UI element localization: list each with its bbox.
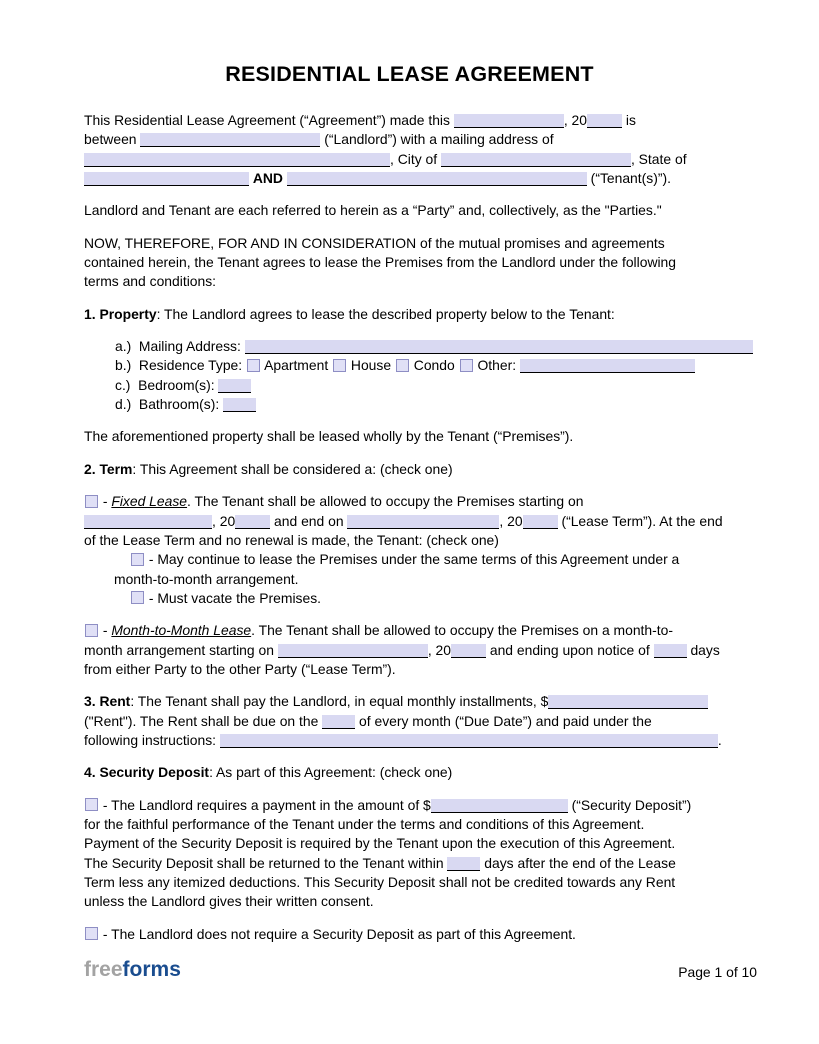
consideration-clause xyxy=(84,234,744,292)
text-run: b.) Residence Type: xyxy=(115,357,247,374)
form-field-blank[interactable] xyxy=(654,644,687,658)
form-field-blank[interactable] xyxy=(523,515,558,529)
form-field-blank[interactable] xyxy=(140,133,320,147)
checkbox[interactable] xyxy=(131,553,144,566)
text-run: , 20 xyxy=(563,112,587,128)
checkbox[interactable] xyxy=(85,927,98,940)
form-field-blank[interactable] xyxy=(287,172,587,186)
text-run: unless the Landlord gives their written consent. xyxy=(84,893,374,910)
parties-clause xyxy=(84,201,744,220)
text-line xyxy=(84,234,744,253)
text-line xyxy=(84,356,744,375)
premises-clause xyxy=(84,427,744,446)
text-run: of the Lease Term and no renewal is made, the Tenant: (check one) xyxy=(84,531,499,548)
text-run: - xyxy=(99,493,112,510)
text-run: Month-to-Month Lease xyxy=(111,622,252,639)
text-line xyxy=(84,834,744,853)
text-run: : This Agreement shall be considered a: (check one) xyxy=(132,460,453,477)
text-run: . xyxy=(717,731,722,748)
checkbox[interactable] xyxy=(333,359,346,372)
text-run: The aforementioned property shall be leased wholly by the Tenant (“Premises”). xyxy=(84,428,574,445)
section-3-rent xyxy=(84,692,744,750)
text-line xyxy=(84,111,744,130)
text-run: 3. Rent xyxy=(84,693,131,710)
text-line xyxy=(84,492,744,511)
text-run: - xyxy=(99,622,112,639)
form-field-blank[interactable] xyxy=(218,379,251,393)
checkbox[interactable] xyxy=(85,798,98,811)
form-field-blank[interactable] xyxy=(84,153,390,167)
text-line xyxy=(84,763,744,782)
form-field-blank[interactable] xyxy=(587,114,622,128)
checkbox[interactable] xyxy=(85,624,98,637)
text-run: contained herein, the Tenant agrees to lease the Premises from the Landlord under the following xyxy=(84,254,677,271)
page-footer xyxy=(84,959,757,980)
text-run: Condo xyxy=(409,357,459,374)
text-line xyxy=(84,854,744,873)
fixed-lease-option xyxy=(84,492,744,608)
text-line xyxy=(84,712,744,731)
form-field-blank[interactable] xyxy=(235,515,270,529)
form-field-blank[interactable] xyxy=(431,799,568,813)
text-run: (“Landlord”) with a mailing address of xyxy=(320,131,554,148)
text-run: AND xyxy=(252,170,283,187)
text-line xyxy=(84,169,744,188)
page-title: RESIDENTIAL LEASE AGREEMENT xyxy=(225,62,594,86)
form-field-blank[interactable] xyxy=(223,398,256,412)
page-number: Page 1 of 10 xyxy=(678,964,757,980)
form-field-blank[interactable] xyxy=(454,114,564,128)
text-run: (“Lease Term”). At the end xyxy=(557,512,723,529)
text-line xyxy=(84,272,744,291)
text-line xyxy=(84,201,744,220)
text-run: - Must vacate the Premises. xyxy=(145,589,322,606)
text-run: Apartment xyxy=(261,357,333,374)
form-field-blank[interactable] xyxy=(347,515,499,529)
text-run: days after the end of the Lease xyxy=(480,854,676,871)
form-field-blank[interactable] xyxy=(84,515,212,529)
text-run: is xyxy=(622,112,636,128)
text-line xyxy=(84,641,744,660)
checkbox[interactable] xyxy=(131,591,144,604)
text-line xyxy=(84,130,744,149)
text-line xyxy=(84,925,744,944)
text-run: : The Landlord agrees to lease the described property below to the Tenant: xyxy=(156,305,615,322)
text-line xyxy=(84,337,744,356)
text-run: for the faithful performance of the Tenant under the terms and conditions of this Agreement. xyxy=(84,815,645,832)
text-run: - May continue to lease the Premises under the same terms of this Agreement under a xyxy=(145,551,680,568)
text-run: 1. Property xyxy=(84,305,157,322)
text-line xyxy=(84,512,744,531)
text-run: month arrangement starting on xyxy=(84,641,278,658)
form-field-blank[interactable] xyxy=(84,172,249,186)
text-run: Landlord and Tenant are each referred to herein as a “Party” and, collectively, as the "Parties." xyxy=(84,202,662,219)
text-run: from either Party to the other Party (“Lease Term”). xyxy=(84,660,396,677)
security-deposit-required-option xyxy=(84,796,744,912)
text-run: This Residential Lease Agreement (“Agreement”) made this xyxy=(84,112,454,128)
text-line xyxy=(84,395,744,414)
text-line xyxy=(84,731,744,750)
document-content xyxy=(84,62,744,957)
text-run: and end on xyxy=(270,512,348,529)
text-run: - The Landlord requires a payment in the amount of $ xyxy=(99,796,431,813)
text-run: Fixed Lease xyxy=(111,493,188,510)
text-line xyxy=(84,570,744,589)
text-line xyxy=(84,427,744,446)
intro-paragraph xyxy=(84,111,744,188)
text-run: month-to-month arrangement. xyxy=(114,570,299,587)
text-line xyxy=(84,376,744,395)
text-run: The Security Deposit shall be returned to the Tenant within xyxy=(84,854,448,871)
form-field-blank[interactable] xyxy=(441,153,631,167)
text-line xyxy=(84,815,744,834)
form-field-blank[interactable] xyxy=(322,715,355,729)
text-run: days xyxy=(686,641,720,658)
text-run: 2. Term xyxy=(84,460,133,477)
form-field-blank[interactable] xyxy=(548,695,708,709)
text-run: . The Tenant shall be allowed to occupy the Premises on a month-to- xyxy=(251,622,673,639)
text-line xyxy=(84,531,744,550)
text-run: (“Tenant(s)”). xyxy=(586,170,671,187)
text-run: , City of xyxy=(390,150,441,167)
text-line xyxy=(84,873,744,892)
text-run: . The Tenant shall be allowed to occupy the Premises starting on xyxy=(187,493,584,510)
month-to-month-option xyxy=(84,621,744,679)
text-line xyxy=(84,305,744,324)
text-run: following instructions: xyxy=(84,731,220,748)
text-run: Other: xyxy=(473,357,520,374)
freeforms-logo xyxy=(84,959,181,980)
text-run: - The Landlord does not require a Security Deposit as part of this Agreement. xyxy=(99,925,576,942)
text-run: Payment of the Security Deposit is required by the Tenant upon the execution of this Agreement. xyxy=(84,835,676,852)
text-run: c.) Bedroom(s): xyxy=(115,376,219,393)
form-field-blank[interactable] xyxy=(245,340,753,354)
text-run: terms and conditions: xyxy=(84,273,217,290)
text-line xyxy=(84,150,744,169)
checkbox[interactable] xyxy=(396,359,409,372)
logo-free-text: free xyxy=(84,958,123,981)
text-run: : The Tenant shall pay the Landlord, in equal monthly installments, $ xyxy=(130,693,549,710)
section-4-security-deposit-heading xyxy=(84,763,744,782)
text-line xyxy=(84,796,744,815)
text-line xyxy=(84,460,744,479)
text-line xyxy=(84,550,744,569)
logo-forms-text: forms xyxy=(122,958,181,981)
document-body xyxy=(84,111,744,944)
text-run: 4. Security Deposit xyxy=(84,764,210,781)
section-2-term-heading xyxy=(84,460,744,479)
text-run: : As part of this Agreement: (check one) xyxy=(209,764,453,781)
text-run: a.) Mailing Address: xyxy=(115,338,245,355)
text-line xyxy=(84,621,744,640)
text-line xyxy=(84,892,744,911)
text-run: , State of xyxy=(630,150,687,167)
form-field-blank[interactable] xyxy=(451,644,486,658)
text-run: ("Rent"). The Rent shall be due on the xyxy=(84,712,323,729)
security-deposit-not-required-option xyxy=(84,925,744,944)
form-field-blank[interactable] xyxy=(447,857,480,871)
text-run: , 20 xyxy=(212,512,236,529)
text-run: , 20 xyxy=(499,512,523,529)
checkbox[interactable] xyxy=(247,359,260,372)
text-line xyxy=(84,660,744,679)
text-line xyxy=(84,692,744,711)
text-run: d.) Bathroom(s): xyxy=(115,396,224,413)
text-run: , 20 xyxy=(427,641,451,658)
form-field-blank[interactable] xyxy=(520,359,695,373)
property-details-list xyxy=(84,337,744,414)
section-1-property-heading xyxy=(84,305,744,324)
form-field-blank[interactable] xyxy=(278,644,428,658)
text-run: and ending upon notice of xyxy=(485,641,654,658)
form-field-blank[interactable] xyxy=(220,734,718,748)
text-line xyxy=(84,589,744,608)
checkbox[interactable] xyxy=(460,359,473,372)
text-run: NOW, THEREFORE, FOR AND IN CONSIDERATION of the mutual promises and agreements xyxy=(84,234,665,251)
text-run: (“Security Deposit”) xyxy=(567,796,692,813)
text-line xyxy=(84,253,744,272)
checkbox[interactable] xyxy=(85,495,98,508)
text-run: Term less any itemized deductions. This Security Deposit shall not be credited towards any Rent xyxy=(84,874,676,890)
text-run: of every month (“Due Date”) and paid under the xyxy=(355,712,652,729)
text-run: between xyxy=(84,131,141,148)
text-run: House xyxy=(347,357,395,374)
